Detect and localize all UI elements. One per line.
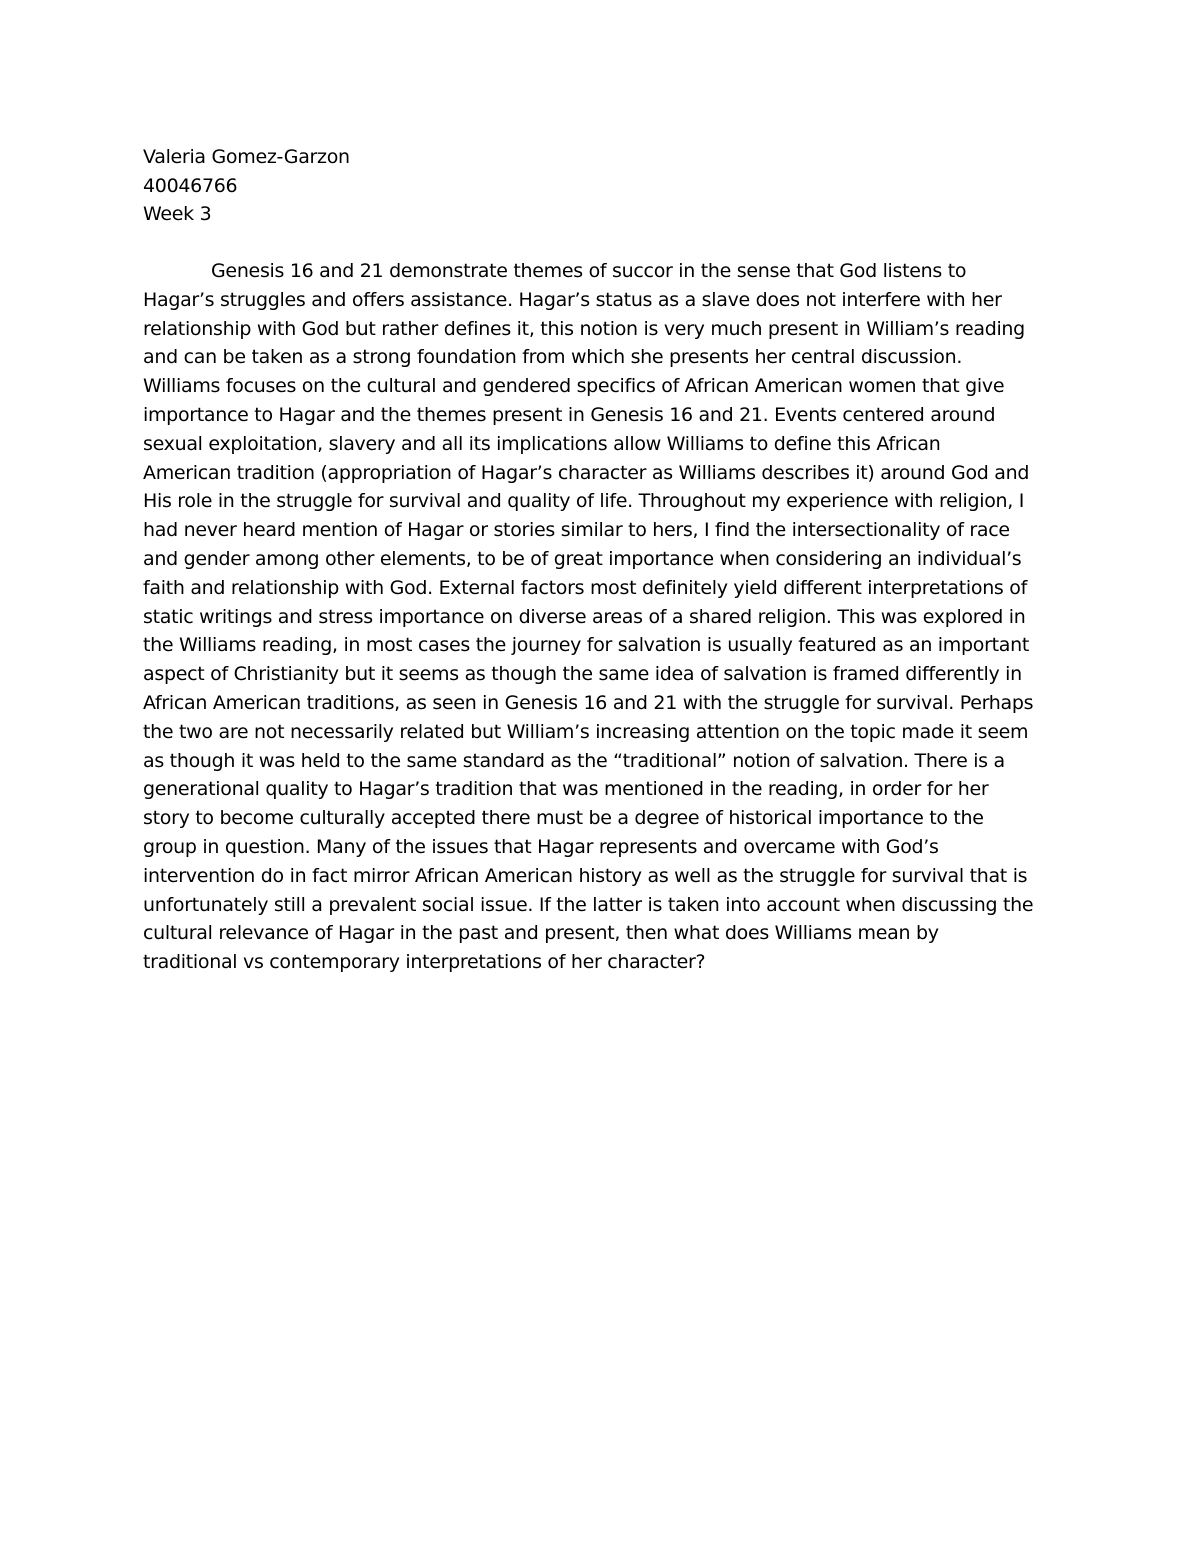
paragraph-line: the Williams reading, in most cases the journey for salvation is usually featured as an important xyxy=(143,634,1029,657)
paragraph-line: African American traditions, as seen in Genesis 16 and 21 with the struggle for survival. Perhaps xyxy=(143,691,1034,714)
paragraph-line: and gender among other elements, to be of great importance when considering an individual’s xyxy=(143,547,1022,570)
paragraph-line: static writings and stress importance on diverse areas of a shared religion. This was explored in xyxy=(143,605,1026,628)
paragraph-line: and can be taken as a strong foundation from which she presents her central discussion. xyxy=(143,346,963,369)
paragraph-line: intervention do in fact mirror African American history as well as the struggle for survival that is xyxy=(143,864,1028,887)
paragraph-line: aspect of Christianity but it seems as though the same idea of salvation is framed differently in xyxy=(143,663,1022,686)
paragraph-line: group in question. Many of the issues that Hagar represents and overcame with God’s xyxy=(143,835,939,858)
paragraph-line: faith and relationship with God. External factors most definitely yield different interpretations of xyxy=(143,576,1027,599)
paragraph-line: the two are not necessarily related but William’s increasing attention on the topic made it seem xyxy=(143,720,1029,743)
paragraph-line: unfortunately still a prevalent social issue. If the latter is taken into account when discussing the xyxy=(143,893,1034,916)
paragraph-line: cultural relevance of Hagar in the past and present, then what does Williams mean by xyxy=(143,922,939,945)
student-id: 40046766 xyxy=(143,174,238,197)
paragraph-line: had never heard mention of Hagar or stories similar to hers, I find the intersectionality of race xyxy=(143,519,1010,542)
paragraph-line: Williams focuses on the cultural and gendered specifics of African American women that give xyxy=(143,375,1005,398)
body-paragraph xyxy=(143,257,1063,977)
author-name: Valeria Gomez-Garzon xyxy=(143,146,350,168)
paragraph-line: relationship with God but rather defines it, this notion is very much present in William’s reading xyxy=(143,317,1025,340)
document-header xyxy=(143,143,350,229)
paragraph-line: traditional vs contemporary interpretations of her character? xyxy=(143,951,706,974)
paragraph-line: as though it was held to the same standard as the “traditional” notion of salvation. There is a xyxy=(143,749,1005,772)
paragraph-line: Hagar’s struggles and offers assistance. Hagar’s status as a slave does not interfere with her xyxy=(143,288,1002,311)
paragraph-line: story to become culturally accepted there must be a degree of historical importance to the xyxy=(143,807,984,830)
paragraph-line: His role in the struggle for survival and quality of life. Throughout my experience with religion, I xyxy=(143,490,1025,513)
paragraph-line: generational quality to Hagar’s tradition that was mentioned in the reading, in order for her xyxy=(143,778,989,801)
week-label: Week 3 xyxy=(143,203,212,225)
paragraph-line: sexual exploitation, slavery and all its implications allow Williams to define this African xyxy=(143,432,941,455)
paragraph-line: importance to Hagar and the themes present in Genesis 16 and 21. Events centered around xyxy=(143,403,996,426)
paragraph-line: Genesis 16 and 21 demonstrate themes of succor in the sense that God listens to xyxy=(211,260,967,282)
paragraph-line: American tradition (appropriation of Hagar’s character as Williams describes it) around God and xyxy=(143,461,1030,484)
